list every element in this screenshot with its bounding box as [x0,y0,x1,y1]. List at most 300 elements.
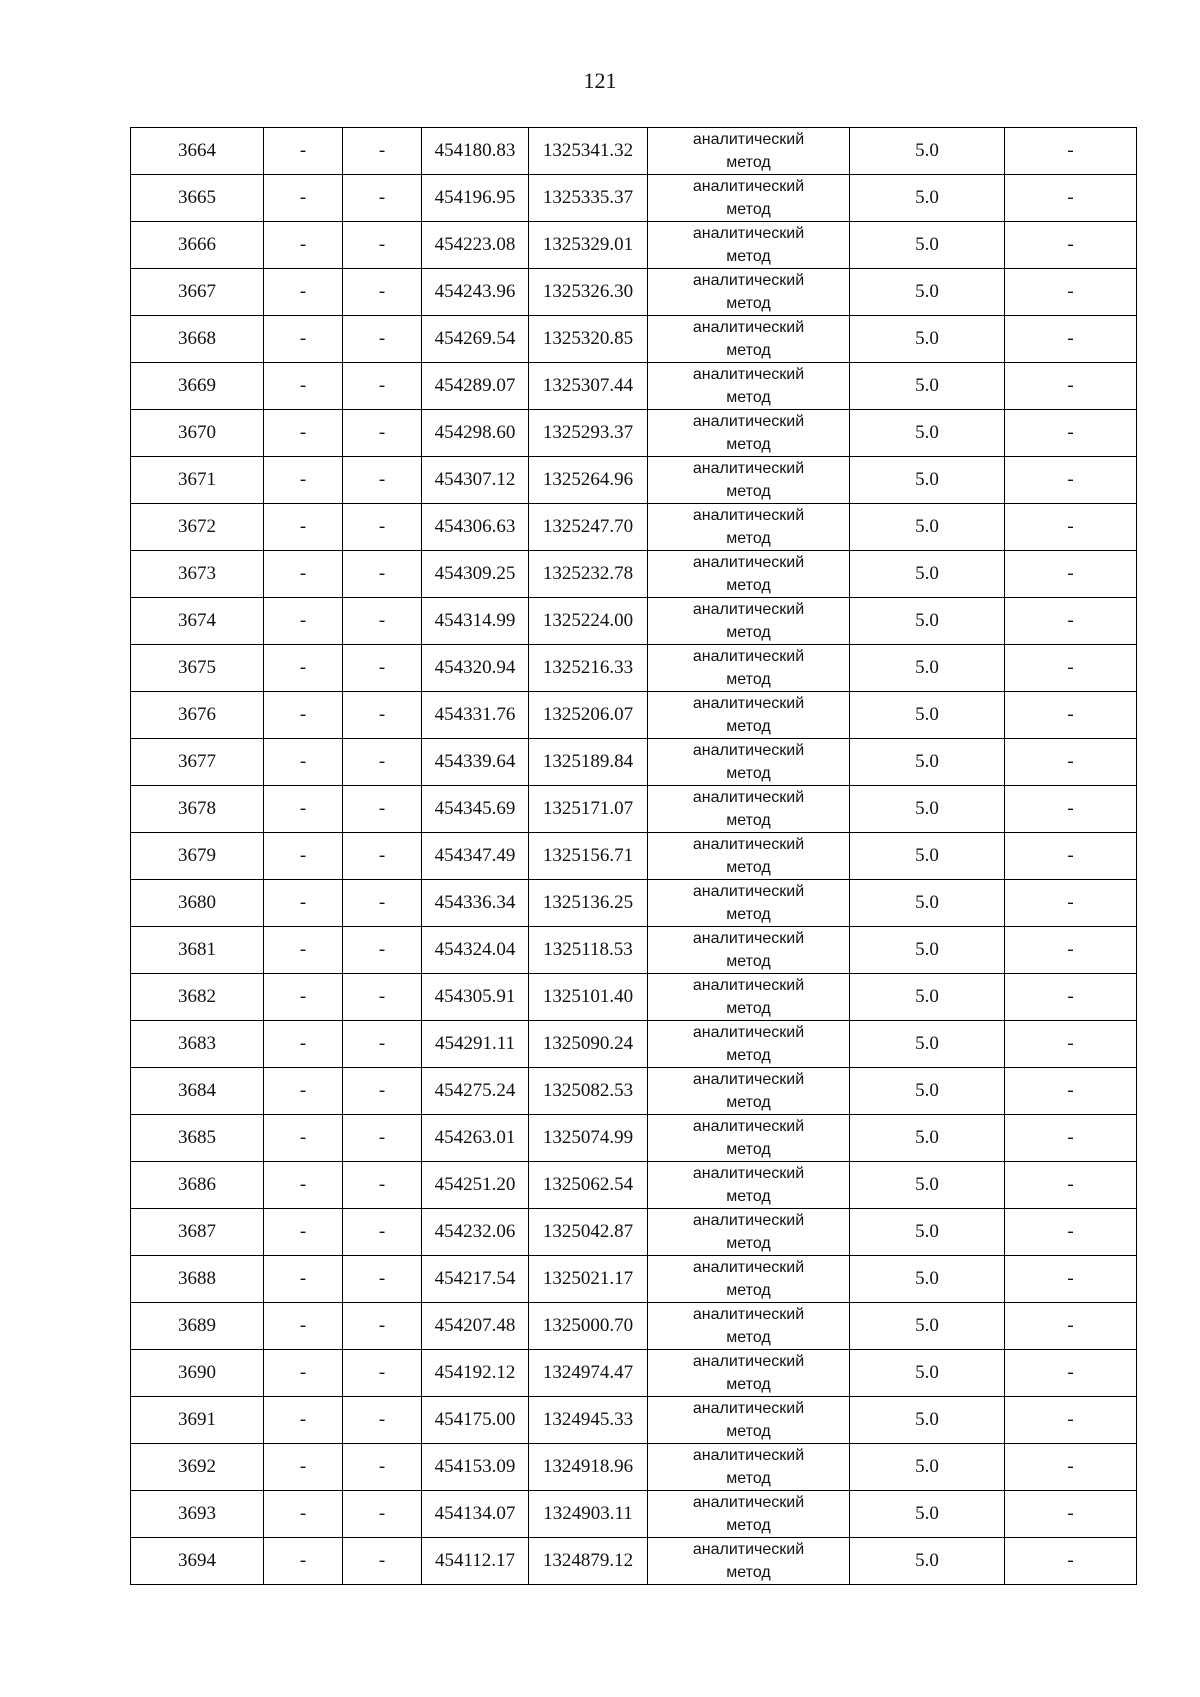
x-coordinate-cell: 454251.20 [422,1162,529,1209]
method-text: метод [726,906,771,923]
dash-cell: - [343,504,422,551]
x-coordinate-cell: 454306.63 [422,504,529,551]
x-coordinate-cell: 454298.60 [422,410,529,457]
x-coordinate-cell: 454263.01 [422,1115,529,1162]
method-text: аналитический [692,1024,805,1041]
dash-cell: - [343,786,422,833]
table-row [131,1303,1137,1350]
method-text: аналитический [692,1400,805,1417]
precision-cell: 5.0 [850,222,1005,269]
dash-cell: - [264,1444,343,1491]
dash-cell: - [343,1068,422,1115]
dash-cell: - [264,504,343,551]
precision-cell: 5.0 [850,974,1005,1021]
precision-cell: 5.0 [850,1256,1005,1303]
method-cell [648,1350,850,1397]
y-coordinate-cell: 1325118.53 [529,927,648,974]
dash-cell: - [264,833,343,880]
dash-cell: - [343,1491,422,1538]
dash-cell: - [264,692,343,739]
precision-cell: 5.0 [850,598,1005,645]
method-cell [648,1491,850,1538]
method-text: метод [726,1235,771,1252]
dash-cell: - [1005,175,1137,222]
dash-cell: - [264,974,343,1021]
y-coordinate-cell: 1325189.84 [529,739,648,786]
method-text: метод [726,483,771,500]
y-coordinate-cell: 1325074.99 [529,1115,648,1162]
dash-cell: - [264,1538,343,1585]
y-coordinate-cell: 1325326.30 [529,269,648,316]
x-coordinate-cell: 454134.07 [422,1491,529,1538]
method-text: метод [726,1423,771,1440]
point-number-cell: 3691 [131,1397,264,1444]
x-coordinate-cell: 454175.00 [422,1397,529,1444]
y-coordinate-cell: 1324879.12 [529,1538,648,1585]
method-text: метод [726,577,771,594]
table-row [131,551,1137,598]
dash-cell: - [1005,927,1137,974]
table-row [131,175,1137,222]
method-cell [648,598,850,645]
point-number-cell: 3688 [131,1256,264,1303]
y-coordinate-cell: 1325341.32 [529,128,648,175]
table-row [131,927,1137,974]
table-row [131,1538,1137,1585]
dash-cell: - [343,1021,422,1068]
dash-cell: - [1005,363,1137,410]
dash-cell: - [343,1209,422,1256]
point-number-cell: 3666 [131,222,264,269]
method-cell [648,833,850,880]
table-row [131,880,1137,927]
dash-cell: - [343,598,422,645]
dash-cell: - [1005,739,1137,786]
method-cell [648,1068,850,1115]
method-text: аналитический [692,930,805,947]
dash-cell: - [1005,880,1137,927]
method-cell [648,222,850,269]
dash-cell: - [1005,1444,1137,1491]
method-text: аналитический [692,272,805,289]
x-coordinate-cell: 454192.12 [422,1350,529,1397]
method-text: метод [726,859,771,876]
point-number-cell: 3676 [131,692,264,739]
dash-cell: - [264,1115,343,1162]
method-text: аналитический [692,1212,805,1229]
dash-cell: - [343,410,422,457]
point-number-cell: 3682 [131,974,264,1021]
dash-cell: - [343,316,422,363]
precision-cell: 5.0 [850,1491,1005,1538]
y-coordinate-cell: 1325335.37 [529,175,648,222]
table-row [131,833,1137,880]
precision-cell: 5.0 [850,1303,1005,1350]
method-text: метод [726,342,771,359]
dash-cell: - [1005,1491,1137,1538]
x-coordinate-cell: 454196.95 [422,175,529,222]
method-cell [648,974,850,1021]
method-text: метод [726,1564,771,1581]
dash-cell: - [343,1444,422,1491]
method-text: аналитический [692,225,805,242]
method-text: метод [726,295,771,312]
method-cell [648,692,850,739]
dash-cell: - [264,1162,343,1209]
table-row [131,222,1137,269]
point-number-cell: 3685 [131,1115,264,1162]
x-coordinate-cell: 454307.12 [422,457,529,504]
method-text: аналитический [692,507,805,524]
dash-cell: - [343,269,422,316]
method-text: метод [726,1094,771,1111]
method-cell [648,880,850,927]
method-text: аналитический [692,131,805,148]
table-body [131,128,1137,1585]
method-text: аналитический [692,1165,805,1182]
dash-cell: - [264,1491,343,1538]
method-cell [648,739,850,786]
precision-cell: 5.0 [850,1068,1005,1115]
dash-cell: - [264,598,343,645]
method-text: метод [726,1047,771,1064]
method-text: метод [726,1517,771,1534]
y-coordinate-cell: 1324918.96 [529,1444,648,1491]
y-coordinate-cell: 1325293.37 [529,410,648,457]
method-text: метод [726,765,771,782]
method-cell [648,1303,850,1350]
dash-cell: - [264,739,343,786]
dash-cell: - [264,457,343,504]
table-row [131,645,1137,692]
method-cell [648,316,850,363]
method-text: метод [726,1282,771,1299]
method-text: аналитический [692,460,805,477]
dash-cell: - [264,175,343,222]
method-text: аналитический [692,413,805,430]
y-coordinate-cell: 1325156.71 [529,833,648,880]
y-coordinate-cell: 1325021.17 [529,1256,648,1303]
dash-cell: - [264,316,343,363]
dash-cell: - [264,551,343,598]
table-row [131,269,1137,316]
y-coordinate-cell: 1324903.11 [529,1491,648,1538]
method-cell [648,1021,850,1068]
method-cell [648,504,850,551]
dash-cell: - [343,645,422,692]
precision-cell: 5.0 [850,1209,1005,1256]
table-row [131,1209,1137,1256]
method-cell [648,1444,850,1491]
point-number-cell: 3683 [131,1021,264,1068]
dash-cell: - [343,1538,422,1585]
y-coordinate-cell: 1324974.47 [529,1350,648,1397]
method-cell [648,175,850,222]
coordinates-table [130,127,1137,1585]
method-cell [648,551,850,598]
table-row [131,128,1137,175]
dash-cell: - [264,363,343,410]
method-text: аналитический [692,366,805,383]
method-text: аналитический [692,1118,805,1135]
x-coordinate-cell: 454232.06 [422,1209,529,1256]
y-coordinate-cell: 1325247.70 [529,504,648,551]
method-text: метод [726,201,771,218]
point-number-cell: 3677 [131,739,264,786]
x-coordinate-cell: 454153.09 [422,1444,529,1491]
precision-cell: 5.0 [850,363,1005,410]
point-number-cell: 3693 [131,1491,264,1538]
dash-cell: - [1005,1209,1137,1256]
method-text: метод [726,1376,771,1393]
table-row [131,1444,1137,1491]
method-text: аналитический [692,178,805,195]
dash-cell: - [343,974,422,1021]
table-row [131,1350,1137,1397]
precision-cell: 5.0 [850,128,1005,175]
dash-cell: - [1005,504,1137,551]
precision-cell: 5.0 [850,1021,1005,1068]
method-text: метод [726,1141,771,1158]
dash-cell: - [1005,316,1137,363]
precision-cell: 5.0 [850,1162,1005,1209]
point-number-cell: 3680 [131,880,264,927]
method-text: метод [726,1470,771,1487]
method-text: аналитический [692,883,805,900]
y-coordinate-cell: 1325082.53 [529,1068,648,1115]
dash-cell: - [1005,833,1137,880]
dash-cell: - [264,128,343,175]
x-coordinate-cell: 454112.17 [422,1538,529,1585]
dash-cell: - [1005,1021,1137,1068]
point-number-cell: 3669 [131,363,264,410]
x-coordinate-cell: 454320.94 [422,645,529,692]
method-cell [648,1397,850,1444]
point-number-cell: 3690 [131,1350,264,1397]
method-text: аналитический [692,695,805,712]
dash-cell: - [343,1256,422,1303]
table-row [131,410,1137,457]
dash-cell: - [343,1350,422,1397]
precision-cell: 5.0 [850,1350,1005,1397]
precision-cell: 5.0 [850,927,1005,974]
point-number-cell: 3674 [131,598,264,645]
point-number-cell: 3672 [131,504,264,551]
dash-cell: - [264,222,343,269]
y-coordinate-cell: 1325307.44 [529,363,648,410]
y-coordinate-cell: 1325206.07 [529,692,648,739]
y-coordinate-cell: 1325000.70 [529,1303,648,1350]
dash-cell: - [264,880,343,927]
precision-cell: 5.0 [850,786,1005,833]
table-row [131,739,1137,786]
dash-cell: - [1005,1350,1137,1397]
y-coordinate-cell: 1325136.25 [529,880,648,927]
dash-cell: - [343,1397,422,1444]
x-coordinate-cell: 454347.49 [422,833,529,880]
dash-cell: - [1005,128,1137,175]
dash-cell: - [264,1209,343,1256]
table-row [131,1491,1137,1538]
dash-cell: - [343,363,422,410]
x-coordinate-cell: 454324.04 [422,927,529,974]
point-number-cell: 3664 [131,128,264,175]
dash-cell: - [343,1162,422,1209]
point-number-cell: 3681 [131,927,264,974]
dash-cell: - [343,551,422,598]
dash-cell: - [264,1397,343,1444]
point-number-cell: 3679 [131,833,264,880]
method-text: метод [726,718,771,735]
method-text: аналитический [692,1494,805,1511]
method-text: метод [726,624,771,641]
precision-cell: 5.0 [850,1115,1005,1162]
method-cell [648,410,850,457]
dash-cell: - [264,927,343,974]
y-coordinate-cell: 1325090.24 [529,1021,648,1068]
table-row [131,1021,1137,1068]
dash-cell: - [1005,645,1137,692]
method-cell [648,1538,850,1585]
y-coordinate-cell: 1325062.54 [529,1162,648,1209]
method-text: метод [726,1000,771,1017]
dash-cell: - [1005,1538,1137,1585]
point-number-cell: 3684 [131,1068,264,1115]
dash-cell: - [343,457,422,504]
point-number-cell: 3673 [131,551,264,598]
precision-cell: 5.0 [850,739,1005,786]
method-cell [648,786,850,833]
method-cell [648,1256,850,1303]
dash-cell: - [264,1256,343,1303]
method-text: аналитический [692,1306,805,1323]
x-coordinate-cell: 454223.08 [422,222,529,269]
precision-cell: 5.0 [850,880,1005,927]
method-cell [648,645,850,692]
dash-cell: - [264,786,343,833]
table-row [131,1256,1137,1303]
method-text: аналитический [692,554,805,571]
y-coordinate-cell: 1325216.33 [529,645,648,692]
dash-cell: - [343,222,422,269]
method-text: аналитический [692,1259,805,1276]
precision-cell: 5.0 [850,316,1005,363]
table-row [131,363,1137,410]
point-number-cell: 3668 [131,316,264,363]
dash-cell: - [1005,598,1137,645]
x-coordinate-cell: 454289.07 [422,363,529,410]
table-row [131,457,1137,504]
point-number-cell: 3675 [131,645,264,692]
method-text: метод [726,389,771,406]
point-number-cell: 3667 [131,269,264,316]
method-cell [648,1162,850,1209]
precision-cell: 5.0 [850,1444,1005,1491]
precision-cell: 5.0 [850,504,1005,551]
table-row [131,316,1137,363]
y-coordinate-cell: 1325320.85 [529,316,648,363]
table-row [131,598,1137,645]
x-coordinate-cell: 454275.24 [422,1068,529,1115]
method-text: метод [726,671,771,688]
method-text: метод [726,248,771,265]
precision-cell: 5.0 [850,410,1005,457]
table-row [131,692,1137,739]
y-coordinate-cell: 1325232.78 [529,551,648,598]
point-number-cell: 3670 [131,410,264,457]
point-number-cell: 3665 [131,175,264,222]
dash-cell: - [343,1115,422,1162]
method-cell [648,269,850,316]
dash-cell: - [1005,692,1137,739]
x-coordinate-cell: 454314.99 [422,598,529,645]
method-text: аналитический [692,742,805,759]
y-coordinate-cell: 1325329.01 [529,222,648,269]
method-cell [648,1115,850,1162]
table-row [131,1397,1137,1444]
x-coordinate-cell: 454291.11 [422,1021,529,1068]
method-cell [648,1209,850,1256]
dash-cell: - [343,1303,422,1350]
method-cell [648,128,850,175]
page-number: 121 [583,68,617,93]
x-coordinate-cell: 454309.25 [422,551,529,598]
dash-cell: - [264,1350,343,1397]
x-coordinate-cell: 454243.96 [422,269,529,316]
dash-cell: - [264,1303,343,1350]
point-number-cell: 3689 [131,1303,264,1350]
point-number-cell: 3686 [131,1162,264,1209]
y-coordinate-cell: 1325224.00 [529,598,648,645]
y-coordinate-cell: 1325171.07 [529,786,648,833]
precision-cell: 5.0 [850,692,1005,739]
dash-cell: - [343,692,422,739]
dash-cell: - [1005,786,1137,833]
method-text: метод [726,530,771,547]
y-coordinate-cell: 1325101.40 [529,974,648,1021]
method-text: аналитический [692,319,805,336]
table-row [131,1162,1137,1209]
y-coordinate-cell: 1325042.87 [529,1209,648,1256]
method-text: метод [726,1329,771,1346]
dash-cell: - [1005,1256,1137,1303]
y-coordinate-cell: 1325264.96 [529,457,648,504]
table-row [131,504,1137,551]
method-cell [648,363,850,410]
dash-cell: - [1005,1303,1137,1350]
method-text: аналитический [692,648,805,665]
precision-cell: 5.0 [850,269,1005,316]
method-text: аналитический [692,601,805,618]
method-text: аналитический [692,1447,805,1464]
table-row [131,974,1137,1021]
dash-cell: - [343,128,422,175]
dash-cell: - [264,1021,343,1068]
point-number-cell: 3678 [131,786,264,833]
method-cell [648,457,850,504]
dash-cell: - [1005,974,1137,1021]
point-number-cell: 3692 [131,1444,264,1491]
x-coordinate-cell: 454336.34 [422,880,529,927]
dash-cell: - [1005,410,1137,457]
x-coordinate-cell: 454217.54 [422,1256,529,1303]
table-row [131,1115,1137,1162]
precision-cell: 5.0 [850,833,1005,880]
dash-cell: - [1005,222,1137,269]
dash-cell: - [1005,1162,1137,1209]
table-row [131,1068,1137,1115]
y-coordinate-cell: 1324945.33 [529,1397,648,1444]
